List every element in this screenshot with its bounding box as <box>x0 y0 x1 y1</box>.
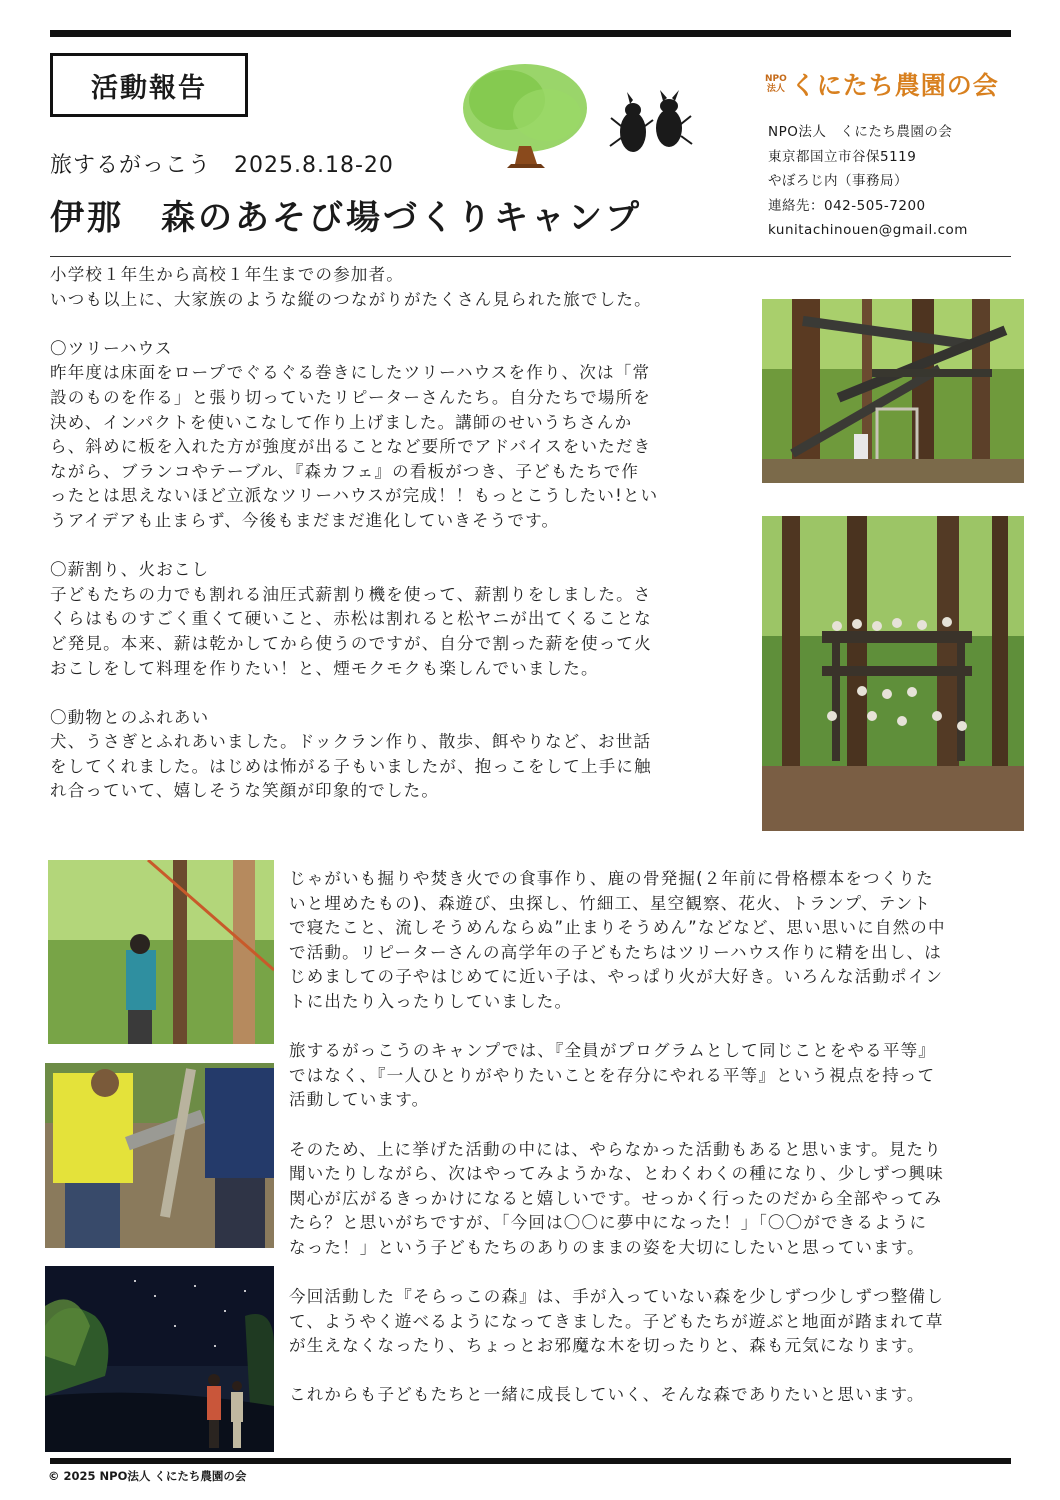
blank-line <box>50 534 750 559</box>
intro-line: 小学校１年生から高校１年生までの参加者。 <box>50 265 404 284</box>
org-contact <box>768 120 968 243</box>
top-rule <box>50 30 1011 37</box>
reflection-line: なった！」という子どもたちのありのままの姿を大切にしたいと思っています。 <box>289 1237 925 1257</box>
org-phone: 連絡先：042-505-7200 <box>768 197 926 214</box>
firewood-saw-photo <box>45 1063 274 1248</box>
activities-line: で活動。リピーターさんの高学年の子どもたちはツリーハウス作りに精を出し、は <box>289 942 942 962</box>
treehouse-line: 設のものを作る」と張り切っていたリピーターさんたち。自分たちで場所を <box>50 387 651 407</box>
reflection-line: 関心が広がるきっかけになると嬉しいです。せっかく行ったのだから全部やってみ <box>289 1188 943 1208</box>
activities-line: じゃがいも掘りや焚き火での食事作り、鹿の骨発掘(２年前に骨格標本をつくりた <box>289 869 934 888</box>
report-tag: 活動報告 <box>50 53 248 117</box>
org-address: 東京都国立市谷保5119 <box>768 148 917 165</box>
reflection-line: そのため、上に挙げた活動の中には、やらなかった活動もあると思います。見たり <box>289 1139 942 1159</box>
section-heading-animals: 〇動物とのふれあい <box>50 707 210 727</box>
forest-line: が生えなくなったり、ちょっとお邪魔な木を切ったりと、森も元気になります。 <box>289 1336 925 1356</box>
animals-line: 犬、うさぎとふれあいました。ドックラン作り、散歩、餌やりなど、お世話 <box>50 732 652 752</box>
org-name: NPO法人 くにたち農園の会 <box>768 124 953 140</box>
header-divider <box>50 256 1011 257</box>
treehouse-line: ら、斜めに板を入れた方が強度が出ることなど要所でアドバイスをいただき <box>50 437 652 457</box>
animals-line: をしてくれました。はじめは怖がる子もいましたが、抱っこをして上手に触 <box>50 756 652 776</box>
firewood-line: ど発見。本来、薪は乾かしてから使うのですが、自分で割った薪を使って火 <box>50 633 652 653</box>
rope-activity-photo <box>48 860 274 1044</box>
beetle-illustration <box>605 88 695 158</box>
animals-line: れ合っていて、嬉しそうな笑顔が印象的でした。 <box>50 781 440 801</box>
org-address-detail: やぼろじ内（事務局） <box>768 173 908 189</box>
activities-line: で寝たこと、流しそうめんならぬ”止まりそうめん”などなど、思い思いに自然の中 <box>289 918 946 938</box>
activities-line: じめましての子やはじめてに近い子は、やっぱり火が大好き。いろんな活動ポイン <box>289 967 944 987</box>
closing-line: これからも子どもたちと一緒に成長していく、そんな森でありたいと思います。 <box>289 1385 925 1405</box>
section-heading-firewood: 〇薪割り、火おこし <box>50 560 210 580</box>
philosophy-line: ではなく、『一人ひとりがやりたいことを存分にやれる平等』という視点を持って <box>289 1065 936 1085</box>
reflection-line: 聞いたりしながら、次はやってみようかな、とわくわくの種になり、少しずつ興味 <box>289 1164 944 1184</box>
activities-line: いと埋めたもの)、森遊び、虫探し、竹細工、星空観察、花火、トランプ、テント <box>289 893 932 913</box>
tree-illustration <box>455 60 595 175</box>
org-email[interactable]: kunitachinouen@gmail.com <box>768 222 968 238</box>
logo-npo-mark: NPO 法人 <box>765 74 787 94</box>
blank-line <box>289 1261 1019 1286</box>
firewood-line: 子どもたちの力でも割れる油圧式薪割り機を使って、薪割りをしました。さ <box>50 584 652 604</box>
intro-line: いつも以上に、大家族のような縦のつながりがたくさん見られた旅でした。 <box>50 289 652 309</box>
page-title: 伊那 森のあそび場づくりキャンプ <box>50 198 642 238</box>
reflection-line: たら？と思いがちですが、「今回は〇〇に夢中になった！」「〇〇ができるように <box>289 1213 928 1233</box>
night-sky-photo <box>45 1266 274 1452</box>
firewood-line: おこしをして料理を作りたい！と、煙モクモクも楽しんでいました。 <box>50 658 599 678</box>
blank-line <box>289 1113 1019 1138</box>
activities-line: トに出たり入ったりしていました。 <box>289 991 573 1011</box>
treehouse-line: うアイデアも止まらず、今後もまだまだ進化していきそうです。 <box>50 510 560 530</box>
philosophy-line: 旅するがっこうのキャンプでは、『全員がプログラムとして同じことをやる平等』 <box>289 1041 936 1061</box>
treehouse-construction-photo <box>762 299 1024 483</box>
logo-name: くにたち農園の会 <box>790 71 999 100</box>
upper-article-text <box>50 263 750 804</box>
forest-line: 今回活動した『そらっこの森』は、手が入っていない森を少しずつ少しずつ整備し <box>289 1287 944 1307</box>
blank-line <box>289 1015 1019 1040</box>
lower-article-text <box>289 867 1019 1408</box>
section-heading-treehouse: 〇ツリーハウス <box>50 338 173 358</box>
org-logo <box>765 66 999 102</box>
firewood-line: くらはものすごく重くて硬いこと、赤松は割れると松ヤニが出てくることな <box>50 609 652 629</box>
blank-line <box>50 312 750 337</box>
blank-line <box>289 1359 1019 1384</box>
forest-line: て、ようやく遊べるようになってきました。子どもたちが遊ぶと地面が踏まれて草 <box>289 1311 944 1331</box>
copyright-notice: © 2025 NPO法人 くにたち農園の会 <box>48 1469 247 1483</box>
blank-line <box>50 681 750 706</box>
group-photo-treehouse <box>762 516 1024 831</box>
philosophy-line: 活動しています。 <box>289 1090 430 1110</box>
treehouse-line: 昨年度は床面をロープでぐるぐる巻きにしたツリーハウスを作り、次は「常 <box>50 363 651 383</box>
treehouse-line: 決め、インパクトを使いこなして作り上げました。講師のせいうちさんか <box>50 412 633 432</box>
page-subtitle: 旅するがっこう 2025.8.18-20 <box>50 153 394 178</box>
bottom-rule <box>50 1458 1011 1464</box>
treehouse-line: ったとは思えないほど立派なツリーハウスが完成！！もっとこうしたい!とい <box>50 486 659 506</box>
treehouse-line: ながら、ブランコやテーブル、『森カフェ』の看板がつき、子どもたちで作 <box>50 461 640 481</box>
